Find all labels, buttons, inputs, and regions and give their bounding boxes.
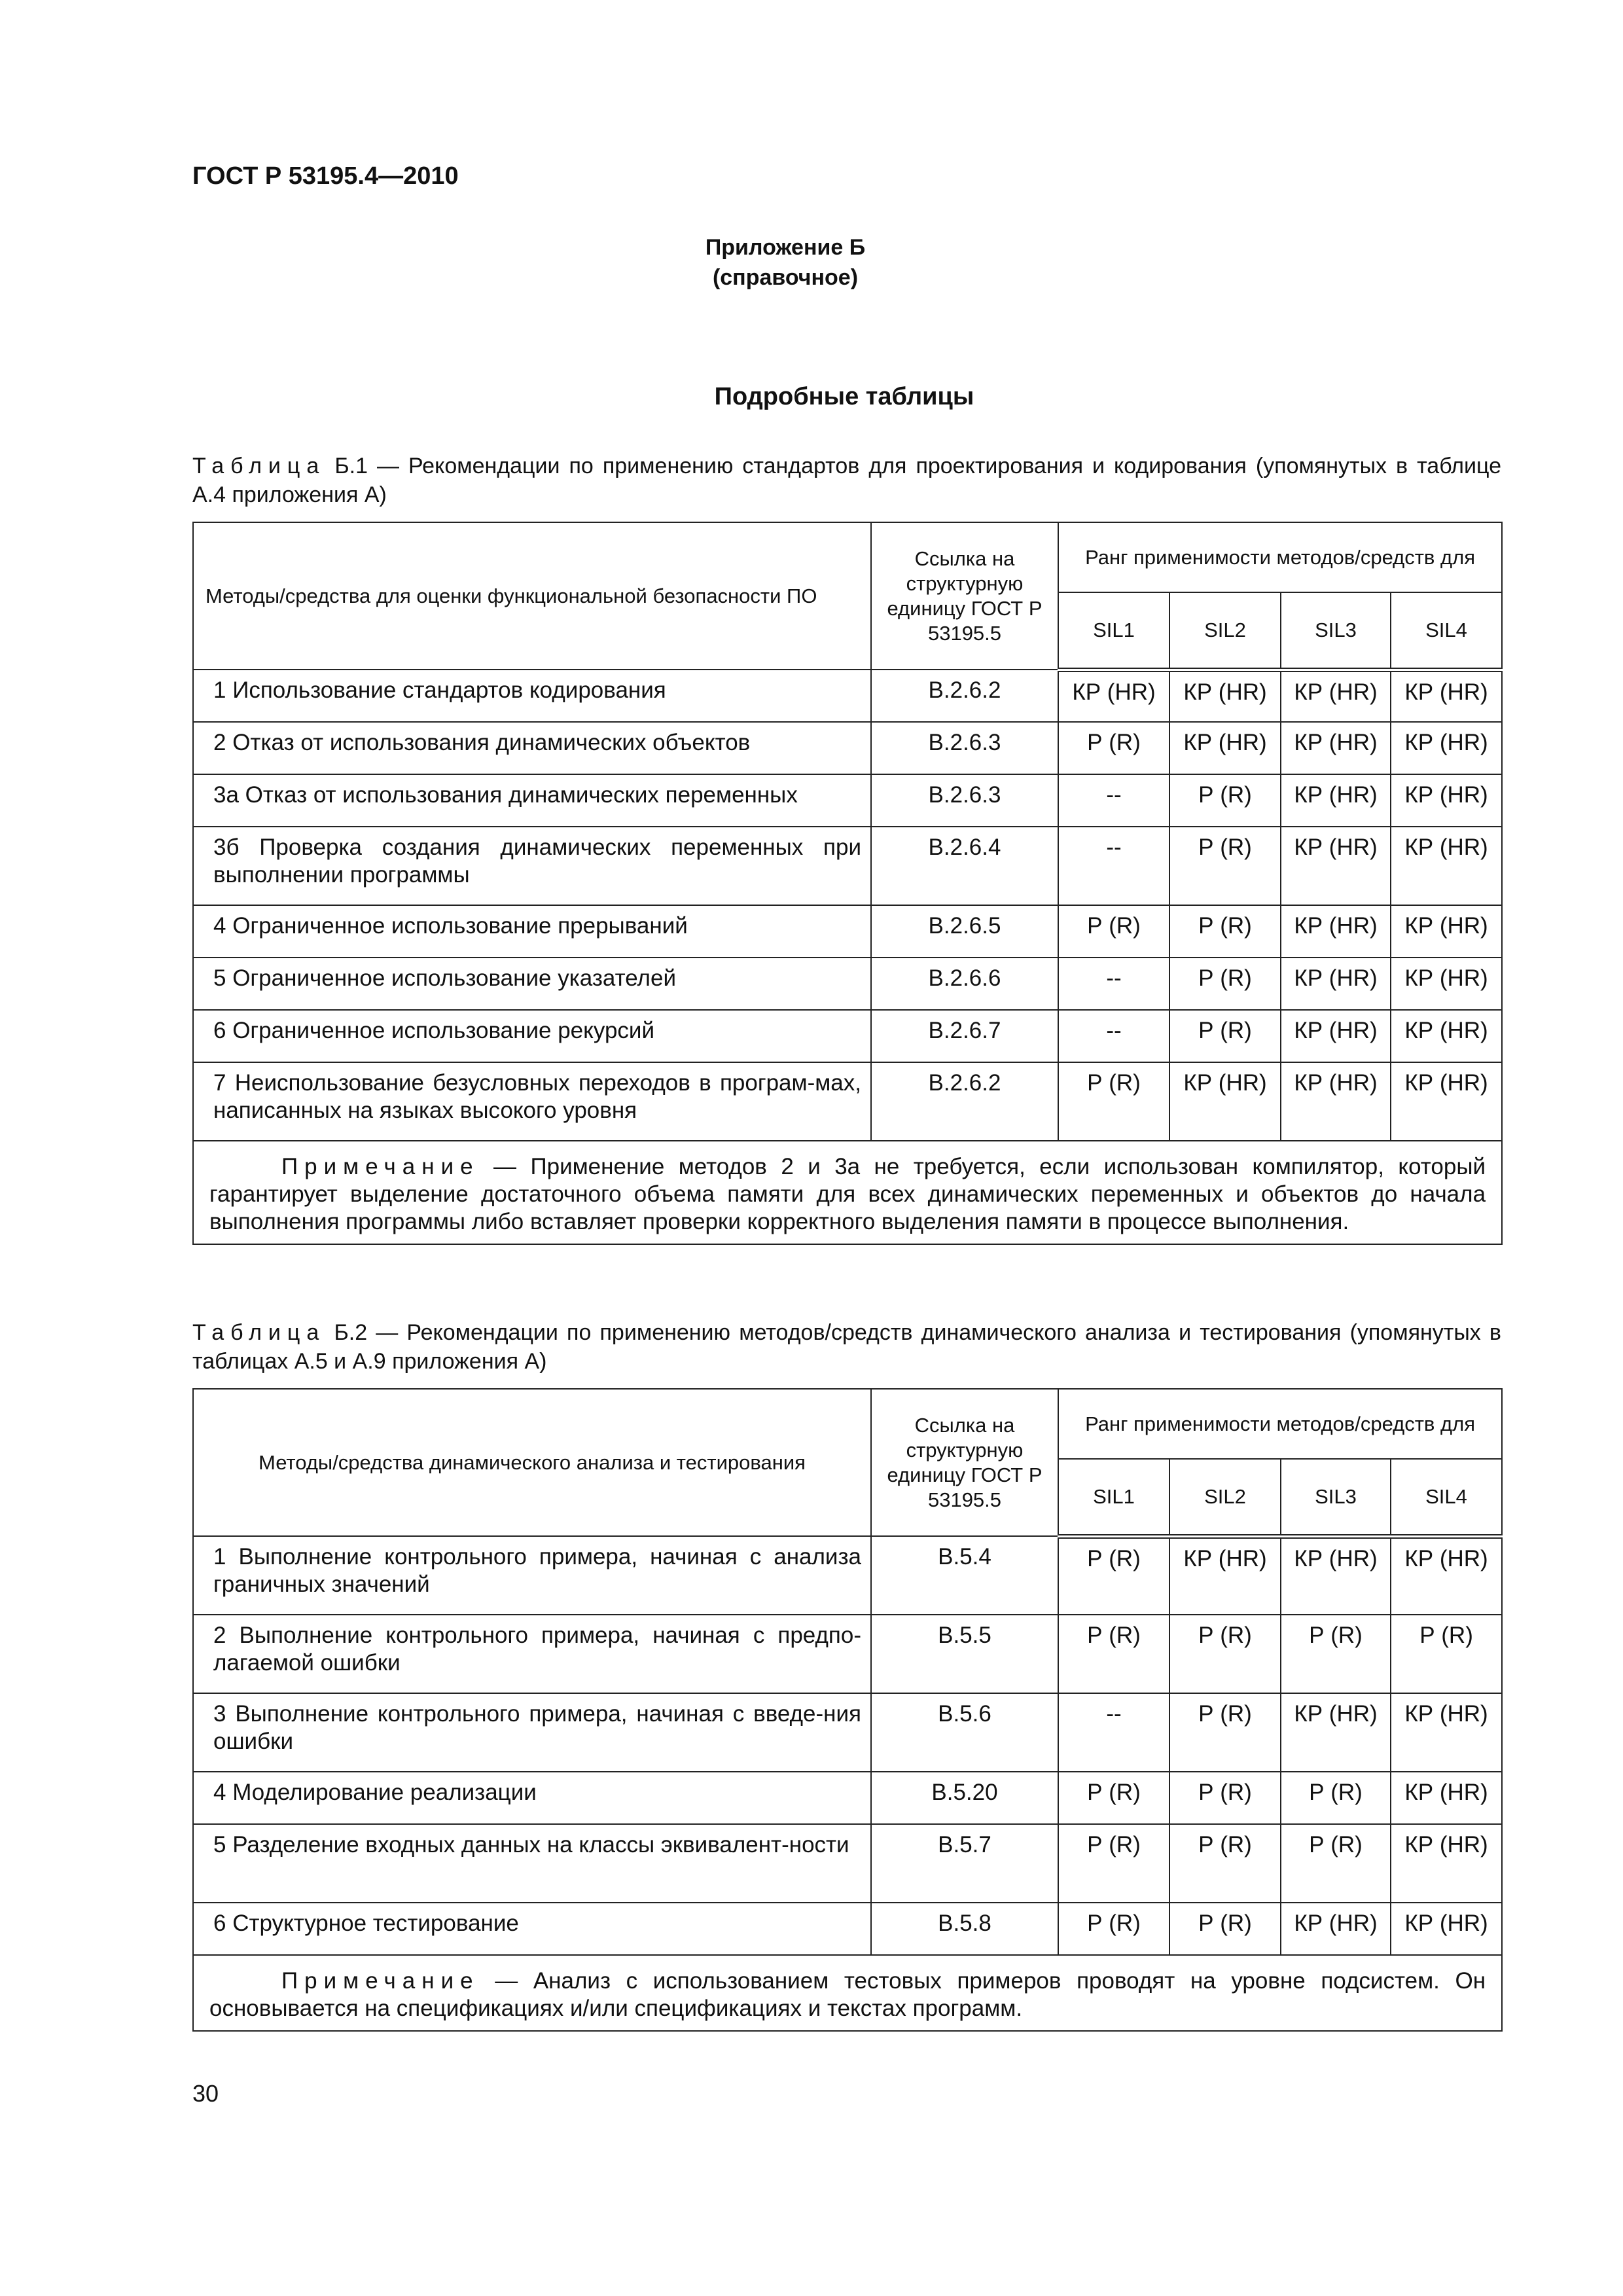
- row-method: 6 Структурное тестирование: [193, 1903, 871, 1955]
- table-row: [193, 1772, 1502, 1824]
- table-row: [193, 827, 1502, 905]
- row-method: 1 Использование стандартов кодирования: [193, 670, 871, 722]
- row-rank-sil3: КР (HR): [1281, 722, 1391, 774]
- row-method: 3б Проверка создания динамических переменных при выполнении программы: [193, 827, 871, 905]
- table2-caption: [192, 1318, 1501, 1376]
- table-row: [193, 958, 1502, 1010]
- row-rank-sil1: --: [1058, 958, 1169, 1010]
- row-rank-sil4: Р (R): [1391, 1615, 1502, 1693]
- table-row: [193, 1062, 1502, 1141]
- row-rank-sil4: КР (HR): [1391, 1772, 1502, 1824]
- table2-header-sil2: SIL2: [1169, 1459, 1281, 1536]
- table-row: [193, 722, 1502, 774]
- row-rank-sil4: КР (HR): [1391, 827, 1502, 905]
- row-reference: В.2.6.3: [871, 774, 1058, 827]
- section-title: Подробные таблицы: [714, 383, 974, 410]
- row-reference: В.5.4: [871, 1536, 1058, 1615]
- table-row: [193, 1615, 1502, 1693]
- row-rank-sil2: Р (R): [1169, 827, 1281, 905]
- table1-header-sil2: SIL2: [1169, 592, 1281, 670]
- row-rank-sil3: КР (HR): [1281, 774, 1391, 827]
- appendix-title: Приложение Б: [705, 235, 866, 260]
- row-method: 3 Выполнение контрольного примера, начиная с введе-ния ошибки: [193, 1693, 871, 1772]
- row-rank-sil2: Р (R): [1169, 1693, 1281, 1772]
- row-rank-sil1: Р (R): [1058, 905, 1169, 958]
- row-rank-sil3: КР (HR): [1281, 905, 1391, 958]
- row-rank-sil4: КР (HR): [1391, 1062, 1502, 1141]
- table1: [192, 522, 1503, 1245]
- row-method: 4 Моделирование реализации: [193, 1772, 871, 1824]
- row-rank-sil2: КР (HR): [1169, 670, 1281, 722]
- row-reference: В.5.5: [871, 1615, 1058, 1693]
- table-row: [193, 774, 1502, 827]
- table2-header-sil1: SIL1: [1058, 1459, 1169, 1536]
- row-method: 2 Отказ от использования динамических объектов: [193, 722, 871, 774]
- row-reference: В.2.6.2: [871, 1062, 1058, 1141]
- page-number: 30: [192, 2080, 219, 2107]
- table-row: [193, 1693, 1502, 1772]
- table1-header-sil3: SIL3: [1281, 592, 1391, 670]
- table1-note: [193, 1141, 1502, 1244]
- row-rank-sil1: Р (R): [1058, 1536, 1169, 1615]
- table-row: [193, 1903, 1502, 1955]
- table-row: [193, 1010, 1502, 1062]
- row-rank-sil2: Р (R): [1169, 958, 1281, 1010]
- appendix-heading: [654, 232, 916, 293]
- row-rank-sil2: Р (R): [1169, 1903, 1281, 1955]
- row-rank-sil2: КР (HR): [1169, 722, 1281, 774]
- table1-header-rank: Ранг применимости методов/средств для: [1058, 522, 1502, 592]
- row-rank-sil4: КР (HR): [1391, 1824, 1502, 1903]
- row-method: 7 Неиспользование безусловных переходов в програм-мах, написанных на языках высокого уровня: [193, 1062, 871, 1141]
- row-reference: В.2.6.7: [871, 1010, 1058, 1062]
- row-reference: В.5.6: [871, 1693, 1058, 1772]
- row-rank-sil2: Р (R): [1169, 774, 1281, 827]
- row-rank-sil3: КР (HR): [1281, 1062, 1391, 1141]
- row-rank-sil1: КР (HR): [1058, 670, 1169, 722]
- table2-header-rank: Ранг применимости методов/средств для: [1058, 1389, 1502, 1459]
- table1-note-label: Примечание: [281, 1154, 480, 1179]
- row-rank-sil3: КР (HR): [1281, 827, 1391, 905]
- table2-note-text: — Анализ с использованием тестовых примеров проводят на уровне подсистем. Он основывается на спецификациях и/или спецификациях и текстах программ.: [209, 1968, 1486, 2021]
- row-rank-sil4: КР (HR): [1391, 722, 1502, 774]
- row-rank-sil4: КР (HR): [1391, 905, 1502, 958]
- row-rank-sil2: Р (R): [1169, 1010, 1281, 1062]
- row-rank-sil2: КР (HR): [1169, 1536, 1281, 1615]
- row-reference: В.2.6.5: [871, 905, 1058, 958]
- table-row: [193, 905, 1502, 958]
- table1-caption-text: Б.1 — Рекомендации по применению стандартов для проектирования и кодирования (упомянутых в таблице А.4 приложения А): [192, 454, 1501, 507]
- table-row: [193, 1824, 1502, 1903]
- row-rank-sil1: Р (R): [1058, 1772, 1169, 1824]
- row-reference: В.5.8: [871, 1903, 1058, 1955]
- table1-header-ref: Ссылка на структурную единицу ГОСТ Р 53195.5: [871, 522, 1058, 670]
- table1-note-text: — Применение методов 2 и 3а не требуется, если использован компилятор, который гарантирует выделение достаточного объема памяти для всех динамических переменных и объектов до начала выполнения программы либо вставляет проверки корректного выделения памяти в процессе выполнения.: [209, 1154, 1486, 1234]
- row-method: 3а Отказ от использования динамических переменных: [193, 774, 871, 827]
- row-rank-sil1: Р (R): [1058, 1062, 1169, 1141]
- row-rank-sil2: КР (HR): [1169, 1062, 1281, 1141]
- row-rank-sil3: КР (HR): [1281, 670, 1391, 722]
- row-rank-sil1: --: [1058, 1010, 1169, 1062]
- table2-header-ref: Ссылка на структурную единицу ГОСТ Р 53195.5: [871, 1389, 1058, 1536]
- row-rank-sil1: Р (R): [1058, 722, 1169, 774]
- row-rank-sil3: Р (R): [1281, 1824, 1391, 1903]
- row-rank-sil4: КР (HR): [1391, 1903, 1502, 1955]
- table2-caption-label: Таблица: [192, 1320, 326, 1345]
- row-rank-sil1: Р (R): [1058, 1615, 1169, 1693]
- row-rank-sil3: Р (R): [1281, 1772, 1391, 1824]
- table1-header-sil1: SIL1: [1058, 592, 1169, 670]
- row-rank-sil3: КР (HR): [1281, 1903, 1391, 1955]
- row-rank-sil3: КР (HR): [1281, 1693, 1391, 1772]
- row-reference: В.2.6.6: [871, 958, 1058, 1010]
- row-rank-sil3: КР (HR): [1281, 1010, 1391, 1062]
- table-row: [193, 670, 1502, 722]
- row-rank-sil1: Р (R): [1058, 1903, 1169, 1955]
- row-rank-sil1: --: [1058, 1693, 1169, 1772]
- row-rank-sil4: КР (HR): [1391, 1536, 1502, 1615]
- table2-header-sil3: SIL3: [1281, 1459, 1391, 1536]
- row-reference: В.2.6.2: [871, 670, 1058, 722]
- table2-note: [193, 1955, 1502, 2031]
- row-reference: В.5.7: [871, 1824, 1058, 1903]
- row-rank-sil2: Р (R): [1169, 905, 1281, 958]
- row-method: 1 Выполнение контрольного примера, начиная с анализа граничных значений: [193, 1536, 871, 1615]
- row-rank-sil2: Р (R): [1169, 1824, 1281, 1903]
- row-rank-sil4: КР (HR): [1391, 670, 1502, 722]
- row-method: 2 Выполнение контрольного примера, начиная с предпо-лагаемой ошибки: [193, 1615, 871, 1693]
- document-code: ГОСТ Р 53195.4—2010: [192, 162, 459, 190]
- row-method: 4 Ограниченное использование прерываний: [193, 905, 871, 958]
- table2-note-label: Примечание: [281, 1968, 480, 1994]
- row-rank-sil4: КР (HR): [1391, 774, 1502, 827]
- row-rank-sil1: --: [1058, 827, 1169, 905]
- appendix-subtitle: (справочное): [712, 265, 859, 290]
- row-rank-sil4: КР (HR): [1391, 1010, 1502, 1062]
- row-method: 5 Разделение входных данных на классы эквивалент-ности: [193, 1824, 871, 1903]
- row-rank-sil2: Р (R): [1169, 1615, 1281, 1693]
- row-rank-sil3: КР (HR): [1281, 1536, 1391, 1615]
- table2-header-sil4: SIL4: [1391, 1459, 1502, 1536]
- row-rank-sil3: КР (HR): [1281, 958, 1391, 1010]
- row-rank-sil4: КР (HR): [1391, 958, 1502, 1010]
- row-rank-sil2: Р (R): [1169, 1772, 1281, 1824]
- table2-caption-text: Б.2 — Рекомендации по применению методов/средств динамического анализа и тестирования (упомянутых в таблицах А.5 и А.9 приложения А): [192, 1320, 1501, 1374]
- row-reference: В.5.20: [871, 1772, 1058, 1824]
- table2-header-method: Методы/средства динамического анализа и тестирования: [193, 1389, 871, 1536]
- row-method: 6 Ограниченное использование рекурсий: [193, 1010, 871, 1062]
- row-rank-sil1: Р (R): [1058, 1824, 1169, 1903]
- row-rank-sil1: --: [1058, 774, 1169, 827]
- row-rank-sil4: КР (HR): [1391, 1693, 1502, 1772]
- table1-header-method: Методы/средства для оценки функциональной безопасности ПО: [193, 522, 871, 670]
- row-rank-sil3: Р (R): [1281, 1615, 1391, 1693]
- row-reference: В.2.6.3: [871, 722, 1058, 774]
- row-method: 5 Ограниченное использование указателей: [193, 958, 871, 1010]
- table2: [192, 1388, 1503, 2032]
- table1-caption: [192, 452, 1501, 509]
- table-row: [193, 1536, 1502, 1615]
- table1-caption-label: Таблица: [192, 454, 326, 478]
- row-reference: В.2.6.4: [871, 827, 1058, 905]
- table1-header-sil4: SIL4: [1391, 592, 1502, 670]
